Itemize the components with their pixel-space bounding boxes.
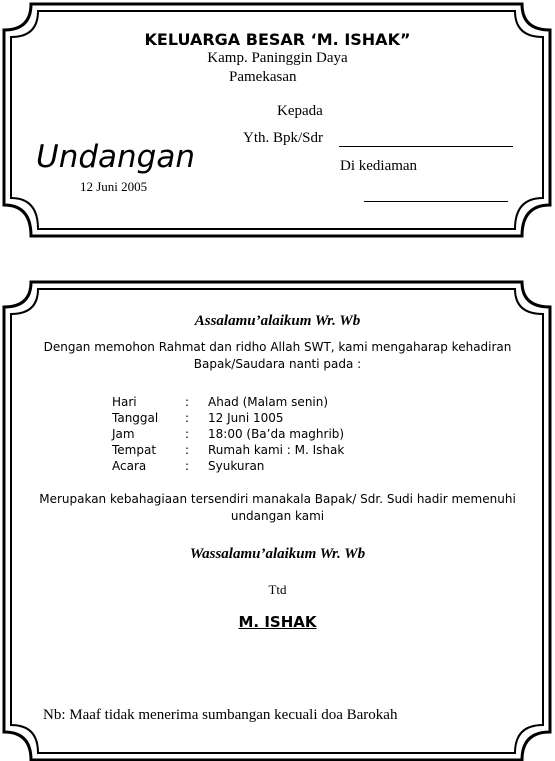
farewell: Wassalamu’alaikum Wr. Wb [189,546,366,562]
cover-card [0,0,555,240]
address-line-2: Pamekasan [229,69,297,85]
detail-label: Acara [112,459,147,473]
detail-colon: : [185,427,190,441]
detail-value: 18:00 (Ba’da maghrib) [208,427,345,441]
invitation-date: 12 Juni 2005 [80,179,148,194]
invitation-title: Undangan [36,139,195,175]
invitation-card [0,280,555,761]
detail-colon: : [185,459,190,473]
signatory-name: M. ISHAK [238,613,317,631]
detail-label: Tanggal [112,411,159,425]
detail-value: 12 Juni 1005 [208,411,284,425]
footnote: Nb: Maaf tidak menerima sumbangan kecuali doa Barokah [43,707,398,723]
detail-value: Ahad (Malam senin) [208,395,329,409]
closing-line-1: Merupakan kebahagiaan tersendiri manakala Bapak/ Sdr. Sudi hadir memenuhi [39,492,516,506]
closing-line-2: undangan kami [230,509,325,523]
recipient-label: Yth. Bpk/Sdr [243,130,324,146]
residence-label: Di kediaman [340,158,418,174]
detail-colon: : [185,395,190,409]
detail-value: Syukuran [208,459,265,473]
recipient-name-line [339,146,513,147]
detail-colon: : [185,443,190,457]
family-name-heading: KELUARGA BESAR ‘M. ISHAK” [144,30,411,49]
address-line-1: Kamp. Paninggin Daya [207,50,348,66]
detail-label: Hari [112,395,137,409]
detail-label: Jam [112,427,135,441]
signature-label: Ttd [268,582,287,597]
greeting: Assalamu’alaikum Wr. Wb [194,313,361,329]
intro-line-1: Dengan memohon Rahmat dan ridho Allah SWT, kami mengaharap kehadiran [43,340,512,354]
detail-value: Rumah kami : M. Ishak [208,443,345,457]
to-label: Kepada [277,103,323,119]
detail-colon: : [185,411,190,425]
detail-label: Tempat [112,443,157,457]
intro-line-2: Bapak/Saudara nanti pada : [193,357,362,371]
residence-address-line [364,201,508,202]
